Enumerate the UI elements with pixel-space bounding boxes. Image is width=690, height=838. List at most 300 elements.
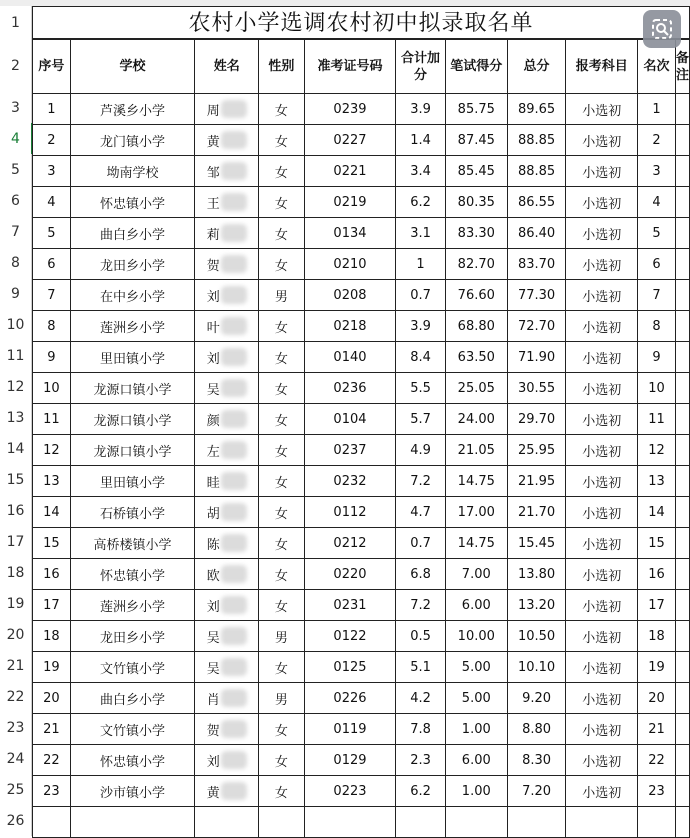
cell-written[interactable]: 24.00 bbox=[445, 404, 507, 435]
cell-written[interactable]: 80.35 bbox=[445, 187, 507, 218]
cell-remark[interactable] bbox=[675, 590, 689, 621]
cell-rank[interactable]: 1 bbox=[638, 94, 676, 125]
cell-rank[interactable]: 6 bbox=[638, 249, 676, 280]
cell-name[interactable] bbox=[195, 590, 259, 621]
cell-id[interactable]: 0212 bbox=[304, 528, 395, 559]
cell-no[interactable]: 12 bbox=[33, 435, 71, 466]
cell-subject[interactable]: 小选初 bbox=[566, 776, 638, 807]
row-number[interactable]: 21 bbox=[0, 650, 32, 681]
cell-no[interactable]: 22 bbox=[33, 745, 71, 776]
cell-name[interactable] bbox=[195, 559, 259, 590]
cell-gender[interactable]: 女 bbox=[259, 342, 305, 373]
cell-name[interactable] bbox=[195, 404, 259, 435]
cell-id[interactable]: 0221 bbox=[304, 156, 395, 187]
row-number[interactable]: 15 bbox=[0, 464, 32, 495]
cell-id[interactable]: 0129 bbox=[304, 745, 395, 776]
cell-no[interactable]: 16 bbox=[33, 559, 71, 590]
cell-bonus[interactable]: 3.9 bbox=[396, 311, 446, 342]
cell-rank[interactable]: 3 bbox=[638, 156, 676, 187]
cell-remark[interactable] bbox=[675, 745, 689, 776]
cell-gender[interactable]: 女 bbox=[259, 373, 305, 404]
row-number[interactable]: 18 bbox=[0, 557, 32, 588]
cell-id[interactable]: 0210 bbox=[304, 249, 395, 280]
row-number[interactable]: 9 bbox=[0, 278, 32, 309]
cell-subject[interactable]: 小选初 bbox=[566, 156, 638, 187]
cell-rank[interactable]: 17 bbox=[638, 590, 676, 621]
column-header[interactable]: 报考科目 bbox=[566, 40, 638, 94]
cell-name[interactable] bbox=[195, 94, 259, 125]
cell-id[interactable]: 0122 bbox=[304, 621, 395, 652]
cell-subject[interactable]: 小选初 bbox=[566, 373, 638, 404]
row-number[interactable]: 10 bbox=[0, 309, 32, 340]
cell-name[interactable] bbox=[195, 280, 259, 311]
cell-subject[interactable]: 小选初 bbox=[566, 435, 638, 466]
cell-total[interactable]: 8.30 bbox=[507, 745, 566, 776]
cell-school[interactable]: 曲白乡小学 bbox=[70, 218, 195, 249]
cell-school[interactable]: 怀忠镇小学 bbox=[70, 187, 195, 218]
sheet-title[interactable]: 农村小学选调农村初中拟录取名单 bbox=[32, 6, 690, 39]
cell-gender[interactable]: 女 bbox=[259, 249, 305, 280]
cell-bonus[interactable]: 5.1 bbox=[396, 652, 446, 683]
cell-remark[interactable] bbox=[675, 652, 689, 683]
cell-written[interactable]: 10.00 bbox=[445, 621, 507, 652]
cell-rank[interactable]: 14 bbox=[638, 497, 676, 528]
cell-no[interactable]: 6 bbox=[33, 249, 71, 280]
cell-no[interactable]: 21 bbox=[33, 714, 71, 745]
cell-remark[interactable] bbox=[675, 714, 689, 745]
cell-rank[interactable]: 23 bbox=[638, 776, 676, 807]
cell-gender[interactable]: 女 bbox=[259, 776, 305, 807]
cell-rank[interactable]: 4 bbox=[638, 187, 676, 218]
cell-gender[interactable]: 男 bbox=[259, 621, 305, 652]
cell-remark[interactable] bbox=[675, 311, 689, 342]
cell-gender[interactable]: 女 bbox=[259, 187, 305, 218]
cell-total[interactable]: 13.80 bbox=[507, 559, 566, 590]
cell-subject[interactable]: 小选初 bbox=[566, 94, 638, 125]
row-number[interactable]: 2 bbox=[0, 39, 32, 92]
cell-name[interactable] bbox=[195, 714, 259, 745]
cell-remark[interactable] bbox=[675, 218, 689, 249]
column-header[interactable]: 序号 bbox=[33, 40, 71, 94]
cell-gender[interactable]: 女 bbox=[259, 218, 305, 249]
cell-total[interactable]: 29.70 bbox=[507, 404, 566, 435]
cell-written[interactable]: 1.00 bbox=[445, 776, 507, 807]
cell-written[interactable]: 21.05 bbox=[445, 435, 507, 466]
column-header[interactable]: 备注 bbox=[675, 40, 689, 94]
cell-total[interactable]: 21.70 bbox=[507, 497, 566, 528]
cell-remark[interactable] bbox=[675, 373, 689, 404]
cell-total[interactable]: 88.85 bbox=[507, 125, 566, 156]
row-number[interactable]: 23 bbox=[0, 712, 32, 743]
cell-rank[interactable]: 20 bbox=[638, 683, 676, 714]
cell-gender[interactable]: 女 bbox=[259, 652, 305, 683]
cell-name[interactable] bbox=[195, 249, 259, 280]
cell-name[interactable] bbox=[195, 466, 259, 497]
cell-bonus[interactable]: 0.7 bbox=[396, 280, 446, 311]
cell-school[interactable]: 怀忠镇小学 bbox=[70, 745, 195, 776]
cell-total[interactable]: 88.85 bbox=[507, 156, 566, 187]
row-number[interactable]: 12 bbox=[0, 371, 32, 402]
cell-total[interactable]: 10.50 bbox=[507, 621, 566, 652]
cell-subject[interactable]: 小选初 bbox=[566, 559, 638, 590]
row-number[interactable]: 11 bbox=[0, 340, 32, 371]
cell-id[interactable]: 0237 bbox=[304, 435, 395, 466]
empty-cell[interactable] bbox=[70, 807, 195, 838]
cell-subject[interactable]: 小选初 bbox=[566, 342, 638, 373]
cell-gender[interactable]: 女 bbox=[259, 590, 305, 621]
cell-written[interactable]: 85.45 bbox=[445, 156, 507, 187]
cell-written[interactable]: 83.30 bbox=[445, 218, 507, 249]
cell-name[interactable] bbox=[195, 125, 259, 156]
cell-rank[interactable]: 18 bbox=[638, 621, 676, 652]
cell-no[interactable]: 19 bbox=[33, 652, 71, 683]
cell-bonus[interactable]: 5.5 bbox=[396, 373, 446, 404]
cell-id[interactable]: 0219 bbox=[304, 187, 395, 218]
cell-written[interactable]: 76.60 bbox=[445, 280, 507, 311]
empty-cell[interactable] bbox=[304, 807, 395, 838]
cell-remark[interactable] bbox=[675, 776, 689, 807]
cell-written[interactable]: 63.50 bbox=[445, 342, 507, 373]
cell-total[interactable]: 8.80 bbox=[507, 714, 566, 745]
cell-no[interactable]: 9 bbox=[33, 342, 71, 373]
cell-gender[interactable]: 女 bbox=[259, 528, 305, 559]
cell-id[interactable]: 0236 bbox=[304, 373, 395, 404]
cell-bonus[interactable]: 7.2 bbox=[396, 466, 446, 497]
cell-rank[interactable]: 13 bbox=[638, 466, 676, 497]
cell-name[interactable] bbox=[195, 311, 259, 342]
cell-rank[interactable]: 19 bbox=[638, 652, 676, 683]
cell-bonus[interactable]: 1 bbox=[396, 249, 446, 280]
cell-no[interactable]: 1 bbox=[33, 94, 71, 125]
cell-school[interactable]: 在中乡小学 bbox=[70, 280, 195, 311]
cell-rank[interactable]: 12 bbox=[638, 435, 676, 466]
cell-bonus[interactable]: 3.1 bbox=[396, 218, 446, 249]
cell-school[interactable]: 文竹镇小学 bbox=[70, 652, 195, 683]
cell-subject[interactable]: 小选初 bbox=[566, 280, 638, 311]
cell-school[interactable]: 石桥镇小学 bbox=[70, 497, 195, 528]
cell-name[interactable] bbox=[195, 745, 259, 776]
cell-rank[interactable]: 9 bbox=[638, 342, 676, 373]
cell-id[interactable]: 0226 bbox=[304, 683, 395, 714]
cell-total[interactable]: 72.70 bbox=[507, 311, 566, 342]
cell-name[interactable] bbox=[195, 528, 259, 559]
cell-id[interactable]: 0140 bbox=[304, 342, 395, 373]
column-header[interactable]: 性别 bbox=[259, 40, 305, 94]
row-number[interactable]: 4 bbox=[0, 123, 33, 154]
cell-gender[interactable]: 女 bbox=[259, 435, 305, 466]
cell-no[interactable]: 20 bbox=[33, 683, 71, 714]
cell-total[interactable]: 30.55 bbox=[507, 373, 566, 404]
column-header[interactable]: 姓名 bbox=[195, 40, 259, 94]
cell-id[interactable]: 0104 bbox=[304, 404, 395, 435]
row-number[interactable]: 20 bbox=[0, 619, 32, 650]
cell-id[interactable]: 0231 bbox=[304, 590, 395, 621]
cell-written[interactable]: 14.75 bbox=[445, 528, 507, 559]
cell-no[interactable]: 23 bbox=[33, 776, 71, 807]
cell-rank[interactable]: 2 bbox=[638, 125, 676, 156]
cell-school[interactable]: 文竹镇小学 bbox=[70, 714, 195, 745]
cell-written[interactable]: 5.00 bbox=[445, 652, 507, 683]
cell-subject[interactable]: 小选初 bbox=[566, 621, 638, 652]
cell-gender[interactable]: 女 bbox=[259, 156, 305, 187]
cell-no[interactable]: 8 bbox=[33, 311, 71, 342]
cell-gender[interactable]: 女 bbox=[259, 559, 305, 590]
row-number[interactable]: 19 bbox=[0, 588, 32, 619]
cell-school[interactable]: 莲洲乡小学 bbox=[70, 590, 195, 621]
cell-written[interactable]: 82.70 bbox=[445, 249, 507, 280]
cell-id[interactable]: 0223 bbox=[304, 776, 395, 807]
cell-school[interactable]: 怀忠镇小学 bbox=[70, 559, 195, 590]
cell-bonus[interactable]: 4.9 bbox=[396, 435, 446, 466]
cell-name[interactable] bbox=[195, 373, 259, 404]
cell-subject[interactable]: 小选初 bbox=[566, 528, 638, 559]
cell-written[interactable]: 17.00 bbox=[445, 497, 507, 528]
cell-id[interactable]: 0125 bbox=[304, 652, 395, 683]
cell-gender[interactable]: 男 bbox=[259, 683, 305, 714]
cell-written[interactable]: 6.00 bbox=[445, 590, 507, 621]
cell-no[interactable]: 14 bbox=[33, 497, 71, 528]
cell-name[interactable] bbox=[195, 435, 259, 466]
cell-remark[interactable] bbox=[675, 94, 689, 125]
cell-school[interactable]: 龙田乡小学 bbox=[70, 621, 195, 652]
cell-total[interactable]: 9.20 bbox=[507, 683, 566, 714]
cell-gender[interactable]: 女 bbox=[259, 745, 305, 776]
cell-school[interactable]: 龙源口镇小学 bbox=[70, 404, 195, 435]
row-number[interactable]: 26 bbox=[0, 805, 32, 836]
cell-rank[interactable]: 21 bbox=[638, 714, 676, 745]
cell-school[interactable]: 龙源口镇小学 bbox=[70, 373, 195, 404]
cell-remark[interactable] bbox=[675, 280, 689, 311]
cell-subject[interactable]: 小选初 bbox=[566, 683, 638, 714]
cell-school[interactable]: 坳南学校 bbox=[70, 156, 195, 187]
cell-total[interactable]: 10.10 bbox=[507, 652, 566, 683]
cell-bonus[interactable]: 4.7 bbox=[396, 497, 446, 528]
cell-subject[interactable]: 小选初 bbox=[566, 404, 638, 435]
cell-no[interactable]: 11 bbox=[33, 404, 71, 435]
cell-name[interactable] bbox=[195, 652, 259, 683]
cell-subject[interactable]: 小选初 bbox=[566, 187, 638, 218]
cell-bonus[interactable]: 0.5 bbox=[396, 621, 446, 652]
cell-no[interactable]: 10 bbox=[33, 373, 71, 404]
empty-cell[interactable] bbox=[259, 807, 305, 838]
cell-subject[interactable]: 小选初 bbox=[566, 652, 638, 683]
row-number[interactable]: 17 bbox=[0, 526, 32, 557]
cell-subject[interactable]: 小选初 bbox=[566, 311, 638, 342]
cell-school[interactable]: 龙源口镇小学 bbox=[70, 435, 195, 466]
row-number[interactable]: 7 bbox=[0, 216, 32, 247]
cell-no[interactable]: 13 bbox=[33, 466, 71, 497]
cell-gender[interactable]: 女 bbox=[259, 125, 305, 156]
cell-remark[interactable] bbox=[675, 466, 689, 497]
empty-cell[interactable] bbox=[566, 807, 638, 838]
image-search-icon[interactable] bbox=[643, 10, 681, 48]
cell-total[interactable]: 89.65 bbox=[507, 94, 566, 125]
cell-gender[interactable]: 女 bbox=[259, 311, 305, 342]
cell-remark[interactable] bbox=[675, 187, 689, 218]
cell-written[interactable]: 14.75 bbox=[445, 466, 507, 497]
cell-written[interactable]: 7.00 bbox=[445, 559, 507, 590]
cell-school[interactable]: 龙门镇小学 bbox=[70, 125, 195, 156]
cell-bonus[interactable]: 0.7 bbox=[396, 528, 446, 559]
cell-subject[interactable]: 小选初 bbox=[566, 714, 638, 745]
cell-rank[interactable]: 22 bbox=[638, 745, 676, 776]
empty-cell[interactable] bbox=[195, 807, 259, 838]
cell-name[interactable] bbox=[195, 776, 259, 807]
cell-bonus[interactable]: 3.9 bbox=[396, 94, 446, 125]
cell-school[interactable]: 沙市镇小学 bbox=[70, 776, 195, 807]
cell-gender[interactable]: 女 bbox=[259, 94, 305, 125]
cell-bonus[interactable]: 6.8 bbox=[396, 559, 446, 590]
row-number[interactable]: 8 bbox=[0, 247, 32, 278]
cell-remark[interactable] bbox=[675, 125, 689, 156]
cell-subject[interactable]: 小选初 bbox=[566, 249, 638, 280]
cell-total[interactable]: 71.90 bbox=[507, 342, 566, 373]
cell-remark[interactable] bbox=[675, 559, 689, 590]
cell-written[interactable]: 25.05 bbox=[445, 373, 507, 404]
cell-bonus[interactable]: 7.2 bbox=[396, 590, 446, 621]
cell-name[interactable] bbox=[195, 342, 259, 373]
column-header[interactable]: 名次 bbox=[638, 40, 676, 94]
column-header[interactable]: 总分 bbox=[507, 40, 566, 94]
cell-no[interactable]: 7 bbox=[33, 280, 71, 311]
cell-gender[interactable]: 女 bbox=[259, 404, 305, 435]
cell-name[interactable] bbox=[195, 683, 259, 714]
row-number[interactable]: 25 bbox=[0, 774, 32, 805]
cell-gender[interactable]: 女 bbox=[259, 714, 305, 745]
cell-school[interactable]: 莲洲乡小学 bbox=[70, 311, 195, 342]
row-number[interactable]: 5 bbox=[0, 154, 32, 185]
cell-id[interactable]: 0208 bbox=[304, 280, 395, 311]
cell-rank[interactable]: 16 bbox=[638, 559, 676, 590]
cell-total[interactable]: 77.30 bbox=[507, 280, 566, 311]
cell-remark[interactable] bbox=[675, 404, 689, 435]
cell-rank[interactable]: 8 bbox=[638, 311, 676, 342]
cell-school[interactable]: 高桥楼镇小学 bbox=[70, 528, 195, 559]
row-number[interactable]: 14 bbox=[0, 433, 32, 464]
cell-school[interactable]: 里田镇小学 bbox=[70, 466, 195, 497]
cell-written[interactable]: 68.80 bbox=[445, 311, 507, 342]
cell-total[interactable]: 13.20 bbox=[507, 590, 566, 621]
cell-written[interactable]: 6.00 bbox=[445, 745, 507, 776]
empty-cell[interactable] bbox=[396, 807, 446, 838]
cell-total[interactable]: 7.20 bbox=[507, 776, 566, 807]
cell-bonus[interactable]: 5.7 bbox=[396, 404, 446, 435]
cell-rank[interactable]: 10 bbox=[638, 373, 676, 404]
cell-remark[interactable] bbox=[675, 435, 689, 466]
cell-total[interactable]: 15.45 bbox=[507, 528, 566, 559]
cell-name[interactable] bbox=[195, 156, 259, 187]
cell-remark[interactable] bbox=[675, 683, 689, 714]
cell-bonus[interactable]: 6.2 bbox=[396, 187, 446, 218]
cell-subject[interactable]: 小选初 bbox=[566, 745, 638, 776]
cell-rank[interactable]: 11 bbox=[638, 404, 676, 435]
cell-bonus[interactable]: 8.4 bbox=[396, 342, 446, 373]
cell-remark[interactable] bbox=[675, 528, 689, 559]
cell-total[interactable]: 86.40 bbox=[507, 218, 566, 249]
column-header[interactable]: 准考证号码 bbox=[304, 40, 395, 94]
cell-id[interactable]: 0227 bbox=[304, 125, 395, 156]
cell-school[interactable]: 芦溪乡小学 bbox=[70, 94, 195, 125]
cell-id[interactable]: 0119 bbox=[304, 714, 395, 745]
cell-bonus[interactable]: 3.4 bbox=[396, 156, 446, 187]
cell-total[interactable]: 86.55 bbox=[507, 187, 566, 218]
cell-rank[interactable]: 7 bbox=[638, 280, 676, 311]
cell-no[interactable]: 18 bbox=[33, 621, 71, 652]
cell-bonus[interactable]: 4.2 bbox=[396, 683, 446, 714]
cell-bonus[interactable]: 7.8 bbox=[396, 714, 446, 745]
cell-rank[interactable]: 5 bbox=[638, 218, 676, 249]
cell-school[interactable]: 里田镇小学 bbox=[70, 342, 195, 373]
cell-written[interactable]: 85.75 bbox=[445, 94, 507, 125]
empty-cell[interactable] bbox=[675, 807, 689, 838]
cell-total[interactable]: 25.95 bbox=[507, 435, 566, 466]
column-header[interactable]: 笔试得分 bbox=[445, 40, 507, 94]
empty-cell[interactable] bbox=[638, 807, 676, 838]
empty-cell[interactable] bbox=[445, 807, 507, 838]
cell-name[interactable] bbox=[195, 187, 259, 218]
cell-no[interactable]: 15 bbox=[33, 528, 71, 559]
cell-no[interactable]: 4 bbox=[33, 187, 71, 218]
cell-subject[interactable]: 小选初 bbox=[566, 125, 638, 156]
cell-remark[interactable] bbox=[675, 497, 689, 528]
cell-subject[interactable]: 小选初 bbox=[566, 590, 638, 621]
row-number[interactable]: 13 bbox=[0, 402, 32, 433]
row-number[interactable]: 24 bbox=[0, 743, 32, 774]
row-number[interactable]: 1 bbox=[0, 6, 32, 39]
cell-id[interactable]: 0134 bbox=[304, 218, 395, 249]
cell-total[interactable]: 83.70 bbox=[507, 249, 566, 280]
cell-subject[interactable]: 小选初 bbox=[566, 218, 638, 249]
cell-remark[interactable] bbox=[675, 621, 689, 652]
cell-no[interactable]: 5 bbox=[33, 218, 71, 249]
cell-gender[interactable]: 男 bbox=[259, 280, 305, 311]
cell-subject[interactable]: 小选初 bbox=[566, 497, 638, 528]
cell-gender[interactable]: 女 bbox=[259, 466, 305, 497]
cell-id[interactable]: 0239 bbox=[304, 94, 395, 125]
cell-written[interactable]: 5.00 bbox=[445, 683, 507, 714]
empty-cell[interactable] bbox=[507, 807, 566, 838]
cell-bonus[interactable]: 6.2 bbox=[396, 776, 446, 807]
cell-bonus[interactable]: 2.3 bbox=[396, 745, 446, 776]
row-number[interactable]: 16 bbox=[0, 495, 32, 526]
column-header[interactable]: 合计加分 bbox=[396, 40, 446, 94]
cell-name[interactable] bbox=[195, 218, 259, 249]
cell-remark[interactable] bbox=[675, 156, 689, 187]
cell-gender[interactable]: 女 bbox=[259, 497, 305, 528]
cell-name[interactable] bbox=[195, 497, 259, 528]
cell-bonus[interactable]: 1.4 bbox=[396, 125, 446, 156]
row-number[interactable]: 22 bbox=[0, 681, 32, 712]
row-number[interactable]: 3 bbox=[0, 92, 32, 123]
cell-no[interactable]: 2 bbox=[33, 125, 71, 156]
cell-school[interactable]: 曲白乡小学 bbox=[70, 683, 195, 714]
cell-rank[interactable]: 15 bbox=[638, 528, 676, 559]
cell-no[interactable]: 3 bbox=[33, 156, 71, 187]
cell-subject[interactable]: 小选初 bbox=[566, 466, 638, 497]
cell-name[interactable] bbox=[195, 621, 259, 652]
cell-remark[interactable] bbox=[675, 342, 689, 373]
column-header[interactable]: 学校 bbox=[70, 40, 195, 94]
cell-id[interactable]: 0220 bbox=[304, 559, 395, 590]
row-number[interactable]: 6 bbox=[0, 185, 32, 216]
cell-written[interactable]: 1.00 bbox=[445, 714, 507, 745]
cell-total[interactable]: 21.95 bbox=[507, 466, 566, 497]
cell-id[interactable]: 0232 bbox=[304, 466, 395, 497]
cell-no[interactable]: 17 bbox=[33, 590, 71, 621]
cell-id[interactable]: 0218 bbox=[304, 311, 395, 342]
cell-id[interactable]: 0112 bbox=[304, 497, 395, 528]
cell-remark[interactable] bbox=[675, 249, 689, 280]
